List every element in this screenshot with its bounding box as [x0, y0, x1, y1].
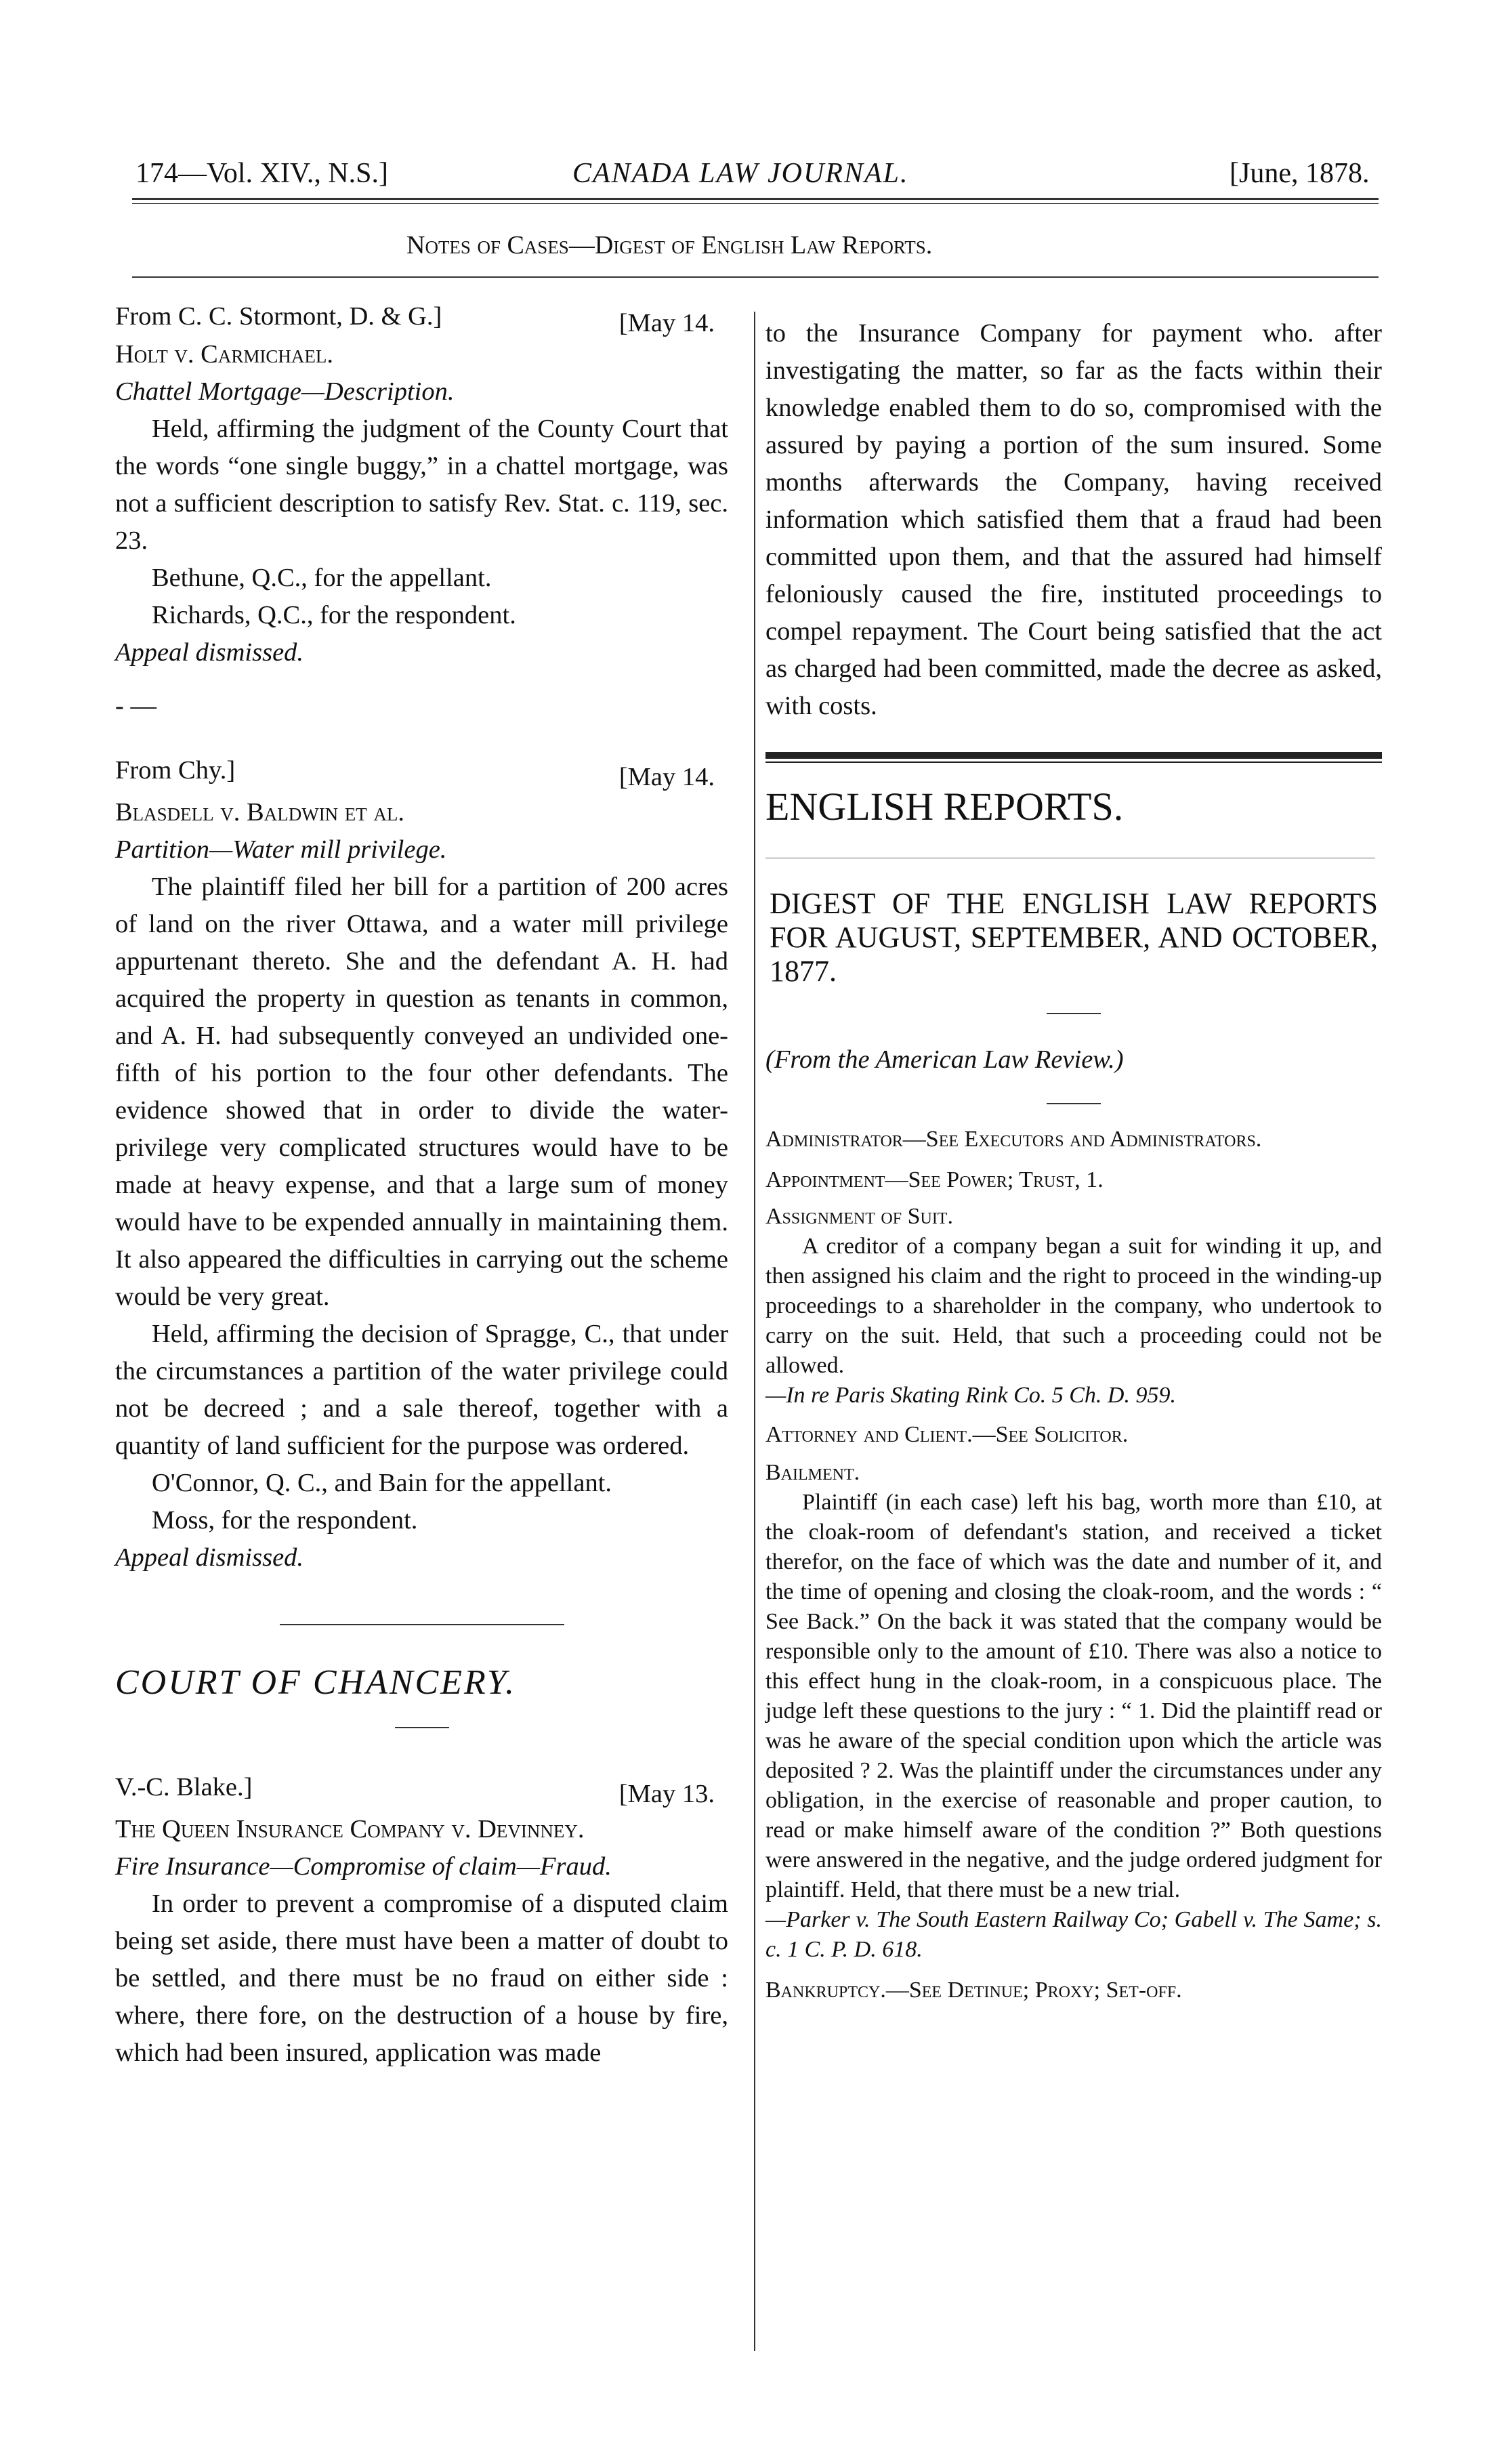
case-title: Blasdell v. Baldwin et al.: [115, 798, 405, 827]
digest-heading: Bailment.: [765, 1460, 860, 1485]
heavy-rule: [765, 752, 1382, 759]
digest-body: A creditor of a company began a suit for winding it up, and then assigned his claim and the right to proceed in the winding-up proceedings to a shareholder in the company, who undertook to carry on the suit. Held, that such a proceeding could not be allowed.: [765, 1234, 1382, 1378]
issue-date: [June, 1878.: [1230, 158, 1370, 189]
case-subject: Partition—Water mill privilege.: [115, 835, 447, 864]
counsel-line: O'Connor, Q. C., and Bain for the appellant.: [152, 1469, 612, 1497]
digest-entry: Appointment—See Power; Trust, 1.: [765, 1167, 1104, 1192]
short-rule: [1047, 1103, 1101, 1104]
volume-label: 174—Vol. XIV., N.S.]: [135, 158, 388, 189]
case-subject: Chattel Mortgage—Description.: [115, 377, 455, 406]
digest-citation: —Parker v. The South Eastern Railway Co; Gabell v. The Same; s. c. 1 C. P. D. 618.: [765, 1907, 1382, 1962]
case-body: The plaintiff filed her bill for a partition of 200 acres of land on the river Ottawa, and a water mill privilege appurtenant thereto. She and the defendant A. H. had acquired the property in question as tenants in common, and A. H. had subsequently conveyed an undivided one-fifth of his portion to the four other defendants. The evidence showed that in order to divide the water-privilege very complicated structures would have to be made at heavy expense, and that a large sum of money would have to be expended annually in maintaining them. It also appeared the difficulties in carrying out the scheme would be very great.: [115, 873, 728, 1311]
section-rule: [280, 1624, 564, 1625]
subheader-rule: [132, 276, 1379, 278]
header-rule: [132, 198, 1379, 200]
short-rule: [395, 1727, 449, 1728]
digest-heading: Assignment of Suit.: [765, 1204, 953, 1229]
case-header: [115, 1769, 728, 1807]
header-rule-thin: [132, 203, 1379, 204]
counsel-line: Moss, for the respondent.: [152, 1506, 418, 1534]
digest-citation: —In re Paris Skating Rink Co. 5 Ch. D. 959.: [765, 1383, 1176, 1408]
case-body: In order to prevent a compromise of a disputed claim being set aside, there must have been a matter of doubt to be settled, and there must be no fraud on either side : where, there fore, on the destruction of a house by fire, which had been insured, application was made: [115, 1889, 728, 2067]
digest-entry: Bankruptcy.—See Detinue; Proxy; Set-off.: [765, 1978, 1182, 2003]
digest-entry: Attorney and Client.—See Solicitor.: [765, 1422, 1129, 1447]
column-divider: [754, 312, 755, 2351]
short-rule: [1047, 1013, 1101, 1014]
case-court: From Chy.]: [115, 756, 236, 785]
case-body: Held, affirming the decision of Spragge, C., that under the circumstances a partition of the water privilege could not be decreed ; and a sale thereof, together with a quantity of land sufficient for the purpose was ordered.: [115, 1320, 728, 1460]
case-result: Appeal dismissed.: [115, 1543, 304, 1572]
journal-title: CANADA LAW JOURNAL.: [572, 158, 909, 189]
continued-text: to the Insurance Company for payment who. after investigating the matter, so far as the facts within their knowledge enabled them to do so, compromised with the assured by paying a portion of the sum insured. Some months afterwards the Company, having received information which satisfied them that a fraud had been committed upon them, and that the assured had himself feloniously caused the fire, instituted proceedings to compel repayment. The Court being satisfied that the act as charged had been committed, made the decree as asked, with costs.: [765, 319, 1382, 720]
digest-source: (From the American Law Review.): [765, 1045, 1124, 1074]
case-header: [115, 298, 728, 336]
english-reports-heading: ENGLISH REPORTS.: [765, 785, 1124, 829]
case-header: [115, 752, 728, 790]
case-date: [May 14.: [618, 309, 715, 337]
section-subheader: Notes of Cases—Digest of English Law Reports.: [406, 231, 933, 259]
counsel-line: Richards, Q.C., for the respondent.: [152, 601, 516, 629]
case-title: Holt v. Carmichael.: [115, 340, 333, 369]
digest-title: DIGEST OF THE ENGLISH LAW REPORTS FOR AUGUST, SEPTEMBER, AND OCTOBER, 1877.: [770, 887, 1378, 988]
digest-body: Plaintiff (in each case) left his bag, worth more than £10, at the cloak-room of defendant's station, and received a ticket therefor, on the face of which was the date and number of it, and the time of opening and closing the cloak-room, and the words : “ See Back.” On the back it was stated that the company would be responsible only to the amount of £10. There was also a notice to this effect hung in the cloak-room, in a conspicuous place. The judge left these questions to the jury : “ 1. Did the plaintiff read or was he aware of the special condition upon which the article was deposited ? 2. Was the plaintiff under the circumstances under any obligation, in the exercise of reasonable and proper caution, to read or make himself aware of the condition ?” Both questions were answered in the negative, and the judge ordered judgment for plaintiff. Held, that there must be a new trial.: [765, 1490, 1382, 1902]
case-body: Held, affirming the judgment of the County Court that the words “one single buggy,” in a chattel mortgage, was not a sufficient description to satisfy Rev. Stat. c. 119, sec. 23.: [115, 415, 728, 555]
left-column: [115, 298, 728, 2072]
case-court: From C. C. Stormont, D. & G.]: [115, 302, 442, 331]
rule-thin: [765, 761, 1382, 763]
court-heading: COURT OF CHANCERY.: [115, 1663, 516, 1702]
separator: - —: [115, 692, 156, 720]
case-date: [May 13.: [618, 1780, 715, 1808]
case-subject: Fire Insurance—Compromise of claim—Fraud.: [115, 1852, 612, 1881]
case-date: [May 14.: [618, 763, 715, 791]
right-column: [765, 315, 1382, 2005]
counsel-line: Bethune, Q.C., for the appellant.: [152, 564, 492, 592]
case-result: Appeal dismissed.: [115, 638, 304, 667]
case-title: The Queen Insurance Company v. Devinney.: [115, 1815, 585, 1843]
digest-entry: Administrator—See Executors and Administrators.: [765, 1127, 1262, 1152]
case-court: V.-C. Blake.]: [115, 1773, 253, 1801]
